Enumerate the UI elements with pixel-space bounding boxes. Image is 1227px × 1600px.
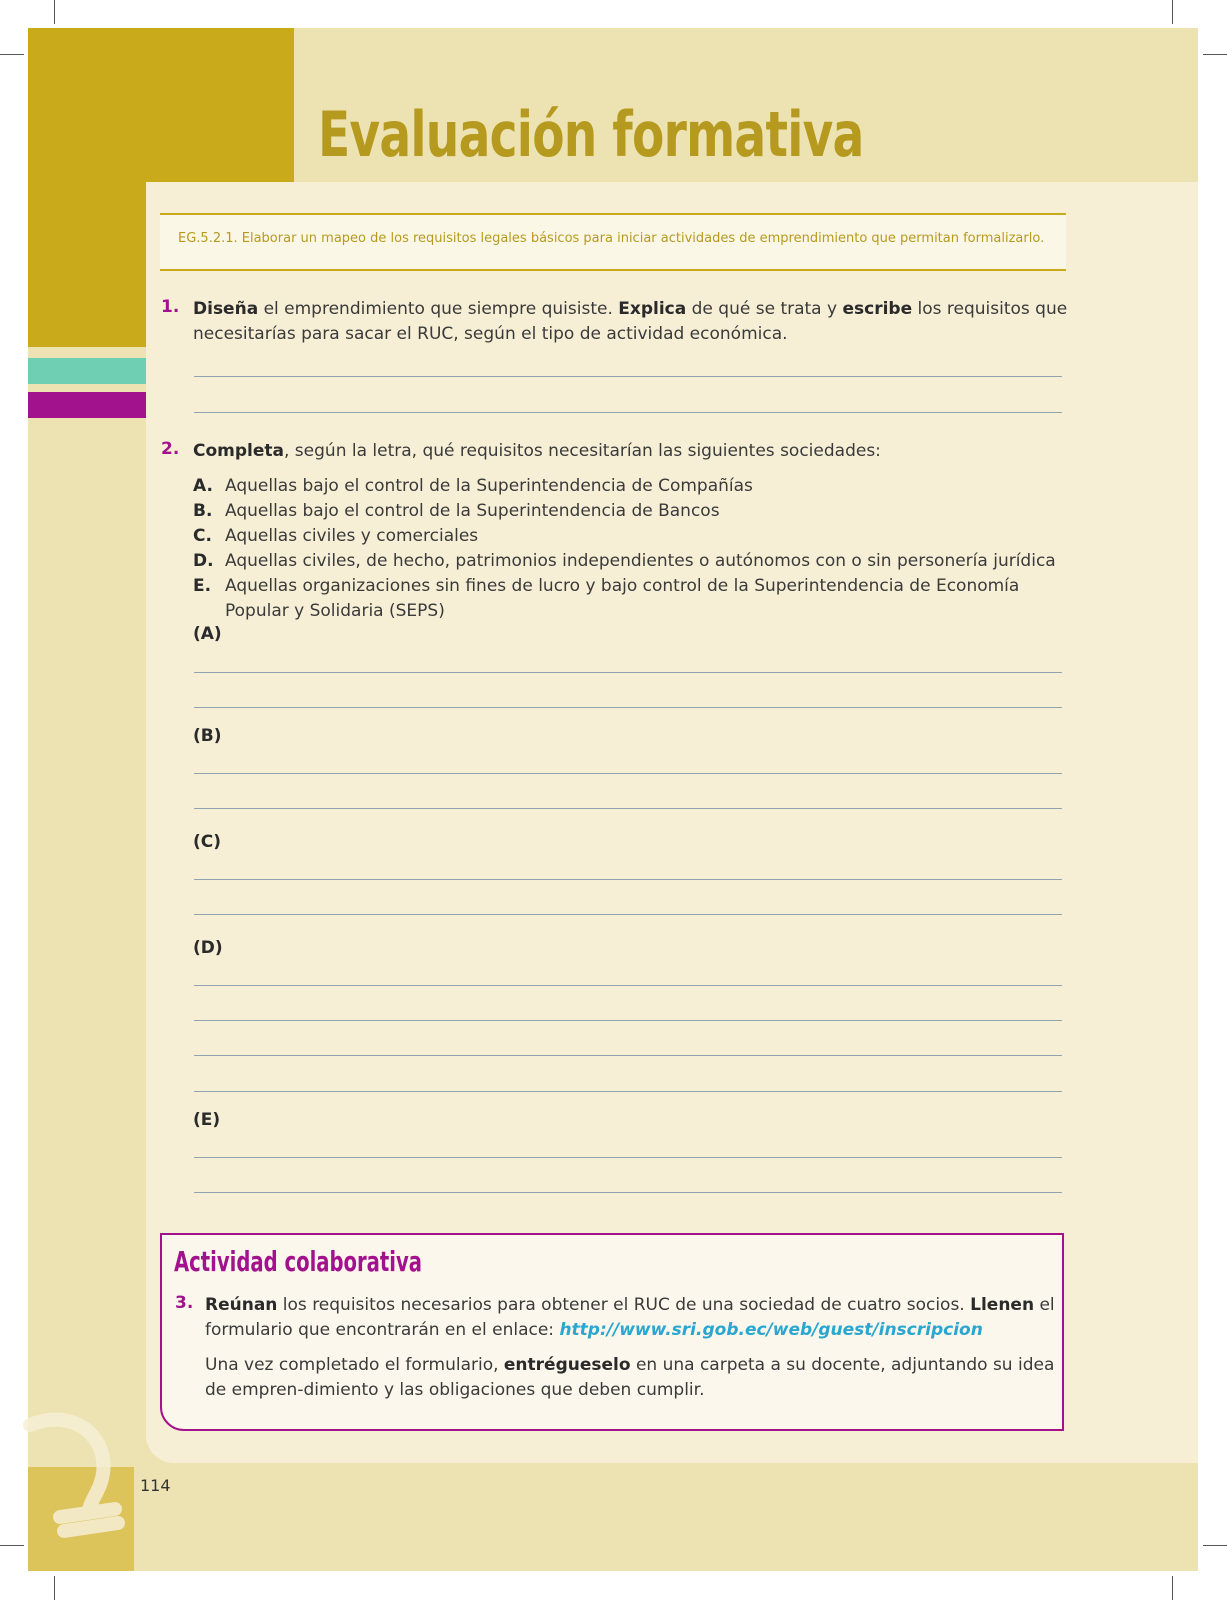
answer-label-b: (B) bbox=[193, 726, 222, 746]
magenta-stripe bbox=[28, 392, 146, 418]
question-number: 1. bbox=[161, 297, 180, 317]
answer-line[interactable] bbox=[194, 1157, 1062, 1158]
option-item: A. Aquellas bajo el control de la Superintendencia de Compañías bbox=[193, 476, 753, 496]
crop-mark bbox=[0, 1545, 24, 1546]
answer-line[interactable] bbox=[194, 1091, 1062, 1092]
question-2-text: Completa, según la letra, qué requisitos necesitarían las siguientes sociedades: bbox=[193, 441, 881, 461]
answer-line[interactable] bbox=[194, 914, 1062, 915]
keyword: escribe bbox=[842, 299, 913, 319]
crop-mark bbox=[1172, 0, 1173, 24]
answer-label-e: (E) bbox=[193, 1110, 221, 1130]
question-1-text: Diseña el emprendimiento que siempre quisiste. Explica de qué se trata y escribe los requisitos que necesitarías para sacar el RUC, según el tipo de actividad económica. bbox=[193, 299, 1068, 344]
answer-label-a: (A) bbox=[193, 624, 222, 644]
crop-mark bbox=[1203, 54, 1227, 55]
answer-line[interactable] bbox=[194, 808, 1062, 809]
collaborative-activity-box bbox=[160, 1233, 1064, 1431]
teal-stripe bbox=[28, 358, 146, 384]
answer-line[interactable] bbox=[194, 879, 1062, 880]
skill-criterion-box bbox=[160, 213, 1066, 271]
option-item: C. Aquellas civiles y comerciales bbox=[193, 526, 479, 546]
option-item: D. Aquellas civiles, de hecho, patrimonios independientes o autónomos con o sin personería jurídica bbox=[193, 551, 1056, 571]
crop-mark bbox=[54, 1576, 55, 1600]
keyword: Reúnan bbox=[205, 1295, 278, 1315]
keyword: Llenen bbox=[970, 1295, 1035, 1315]
crop-mark bbox=[54, 0, 55, 24]
skill-criterion-text: EG.5.2.1. Elaborar un mapeo de los requisitos legales básicos para iniciar actividades de emprendimiento que permitan formalizarlo. bbox=[178, 231, 1045, 246]
question-number: 3. bbox=[175, 1293, 194, 1313]
answer-line[interactable] bbox=[194, 376, 1062, 377]
crop-mark bbox=[1172, 1576, 1173, 1600]
answer-line[interactable] bbox=[194, 707, 1062, 708]
answer-line[interactable] bbox=[194, 672, 1062, 673]
keyword: Completa bbox=[193, 441, 284, 461]
answer-label-d: (D) bbox=[193, 938, 223, 958]
crop-mark bbox=[0, 54, 24, 55]
question-number: 2. bbox=[161, 439, 180, 459]
option-item: E. Aquellas organizaciones sin fines de lucro y bajo control de la Superintendencia de Economía Popular y Solidaria (SEPS) bbox=[193, 576, 1020, 621]
answer-line[interactable] bbox=[194, 1020, 1062, 1021]
answer-label-c: (C) bbox=[193, 832, 222, 852]
answer-line[interactable] bbox=[194, 1055, 1062, 1056]
lightbulb-icon bbox=[20, 1405, 140, 1545]
answer-line[interactable] bbox=[194, 773, 1062, 774]
sri-link[interactable]: http://www.sri.gob.ec/web/guest/inscripcion bbox=[559, 1320, 983, 1340]
keyword: Diseña bbox=[193, 299, 259, 319]
answer-line[interactable] bbox=[194, 985, 1062, 986]
crop-mark bbox=[1203, 1545, 1227, 1546]
answer-line[interactable] bbox=[194, 1192, 1062, 1193]
page-title: Evaluación formativa bbox=[318, 98, 864, 171]
collaborative-activity-title: Actividad colaborativa bbox=[174, 1245, 422, 1278]
keyword: entrégueselo bbox=[503, 1355, 631, 1375]
keyword: Explica bbox=[618, 299, 687, 319]
answer-line[interactable] bbox=[194, 412, 1062, 413]
question-3-instructions: Una vez completado el formulario, entrégueselo en una carpeta a su docente, adjuntando su idea de empren-dimiento y las obligaciones que deben cumplir. bbox=[205, 1355, 1055, 1400]
option-item: B. Aquellas bajo el control de la Superintendencia de Bancos bbox=[193, 501, 720, 521]
page-number: 114 bbox=[140, 1476, 171, 1495]
question-3-text: Reúnan los requisitos necesarios para obtener el RUC de una sociedad de cuatro socios. Llenen el formulario que encontrarán en el enlace: http://www.sri.gob.ec/web/guest/inscripcion bbox=[205, 1295, 1055, 1340]
